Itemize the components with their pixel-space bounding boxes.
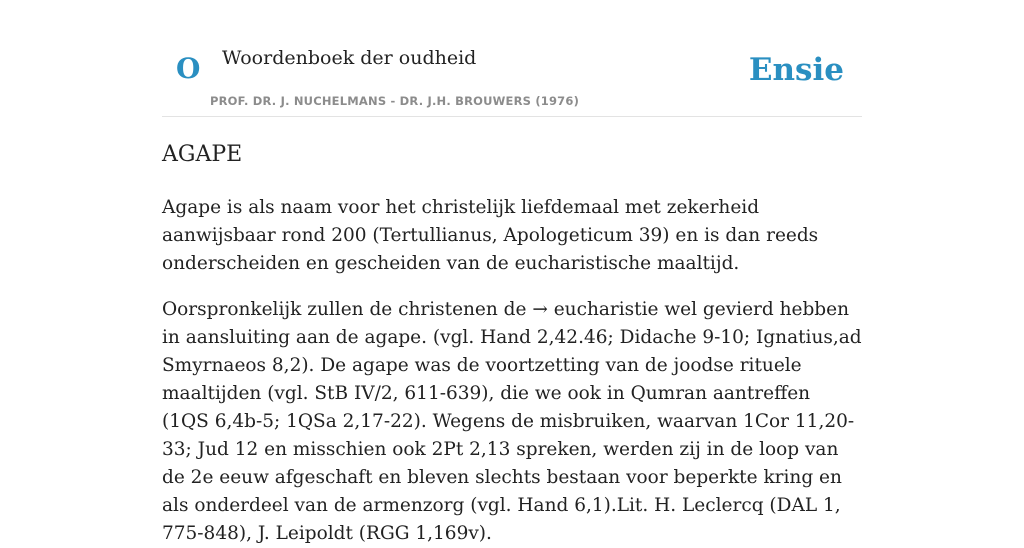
- entry-paragraph-1: Agape is als naam voor het christelijk liefdemaal met zekerheid aanwijsbaar rond 200 (Tertullianus, Apologeticum 39) en is dan reeds onderscheiden en gescheiden van de eucharistische maaltijd.: [162, 197, 819, 274]
- ensie-logo[interactable]: Ensie: [748, 52, 844, 88]
- entry-content: [162, 138, 862, 548]
- book-letter-badge[interactable]: O: [176, 52, 201, 85]
- book-header: [162, 0, 862, 117]
- book-title[interactable]: Woordenboek der oudheid: [222, 47, 477, 69]
- book-authors: PROF. DR. J. NUCHELMANS - DR. J.H. BROUWERS (1976): [210, 94, 580, 108]
- entry-paragraph-2: Oorspronkelijk zullen de christenen de → eucharistie wel gevierd hebben in aansluiting aan de agape. (vgl. Hand 2,42.46; Didache 9-10; Ignatius,ad Smyrnaeos 8,2). De agape was de voortzetting van de joodse rituele maaltijden (vgl. StB IV/2, 611-639), die we ook in Qumran aantreffen (1QS 6,4b-5; 1QSa 2,17-22). Wegens de misbruiken, waarvan 1Cor 11,20-33; Jud 12 en misschien ook 2Pt 2,13 spreken, werden zij in de loop van de 2e eeuw afgeschaft en bleven slechts bestaan voor beperkte kring en als onderdeel van de armenzorg (vgl. Hand 6,1).Lit. H. Leclercq (DAL 1, 775-848), J. Leipoldt (RGG 1,169v).: [162, 299, 862, 544]
- entry-title: AGAPE: [162, 142, 243, 167]
